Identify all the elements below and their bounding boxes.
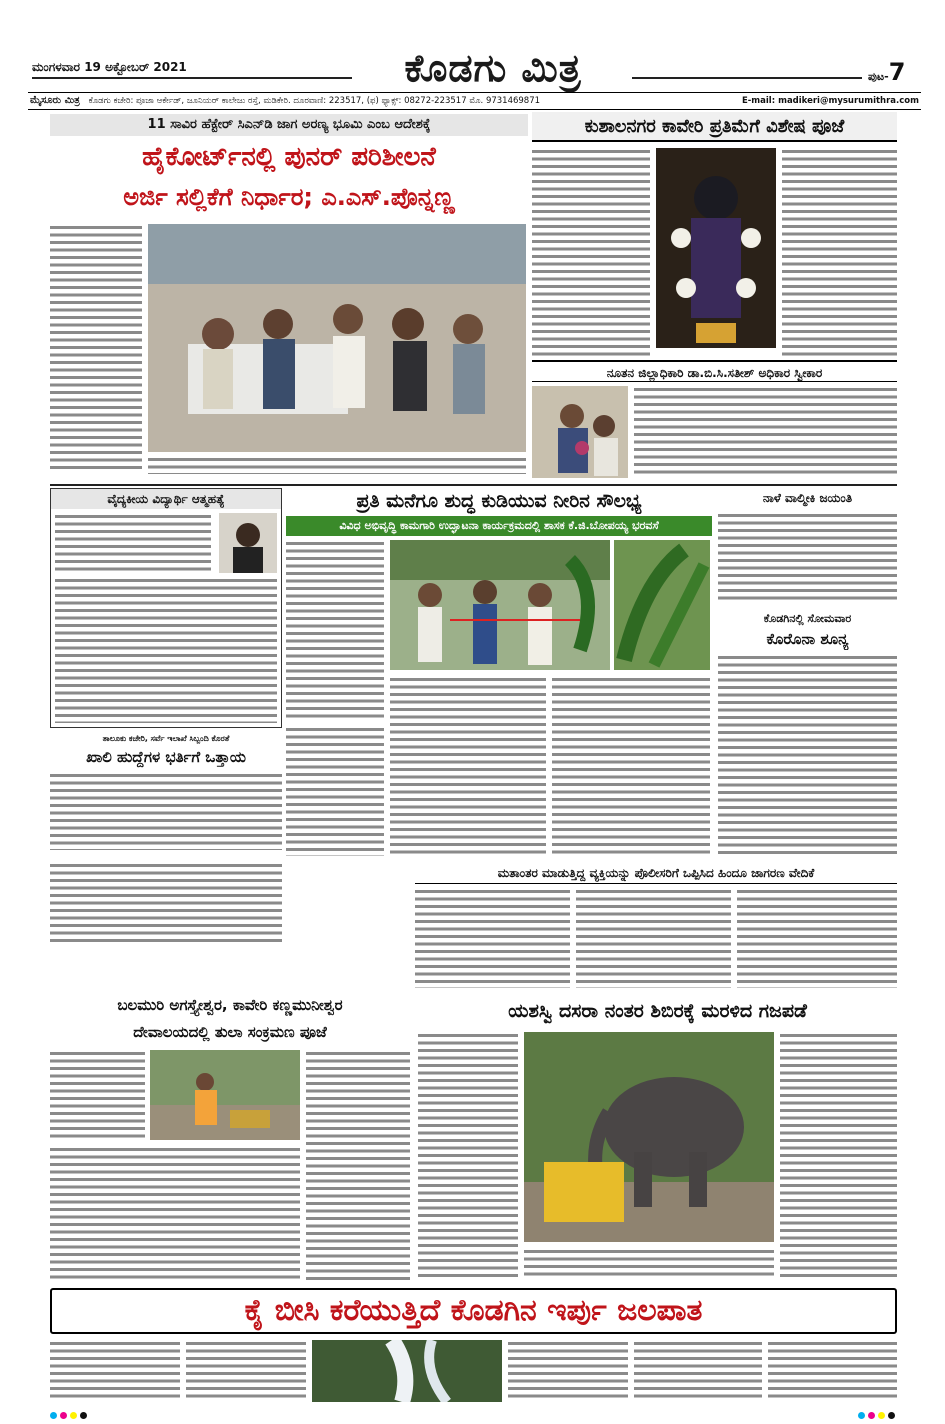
masthead-right-rule [632, 77, 862, 79]
page-label: ಪುಟ- [868, 70, 889, 83]
photo-plantation [614, 540, 710, 670]
registration-dot [878, 1412, 885, 1419]
photo-meeting [148, 224, 526, 452]
photo-temple-priests [150, 1050, 300, 1140]
headline: ಪ್ರತಿ ಮನೆಗೂ ಶುದ್ಧ ಕುಡಿಯುವ ನೀರಿನ ಸೌಲಭ್ಯ [356, 490, 642, 512]
body-text [390, 676, 546, 856]
body-text [768, 1340, 897, 1402]
article-vacancy [50, 732, 282, 852]
body-text [718, 512, 897, 604]
photo-elephant [524, 1032, 774, 1242]
body-text [508, 1340, 628, 1402]
body-text [148, 456, 526, 474]
body-text [50, 1146, 300, 1280]
body-text [50, 1340, 180, 1402]
headline-2: ದೇವಾಲಯದಲ್ಲಿ ತುಲಾ ಸಂಕ್ರಮಣ ಪೂಜೆ [133, 1023, 327, 1041]
row-divider [50, 484, 897, 486]
article-irpu [50, 1288, 897, 1404]
registration-dot [60, 1412, 67, 1419]
publisher-name: ಮೈಸೂರು ಮಿತ್ರ [30, 95, 80, 106]
headline-1: ಬಲಮುರಿ ಅಗಸ್ತ್ಯೇಶ್ವರ, ಕಾವೇರಿ ಕಣ್ಣಮುನೀಶ್ವರ [117, 996, 343, 1014]
body-text [718, 654, 897, 858]
registration-dot [80, 1412, 87, 1419]
article-new-dc [532, 360, 897, 482]
article-water [286, 488, 712, 860]
body-text [418, 1032, 518, 1280]
body-text [524, 1248, 774, 1280]
email-address: E-mail: madikeri@mysurumithra.com [741, 96, 919, 106]
headline: ಖಾಲಿ ಹುದ್ದೆಗಳ ಭರ್ತಿಗೆ ಒತ್ತಾಯ [86, 748, 246, 766]
headline: ಯಶಸ್ವಿ ದಸರಾ ನಂತರ ಶಿಬಿರಕ್ಕೆ ಮರಳಿದ ಗಜಪಡೆ [508, 1000, 807, 1022]
headline-main-1: ಹೈಕೋರ್ಟ್‌ನಲ್ಲಿ ಪುನರ್ ಪರಿಶೀಲನೆ [142, 142, 436, 172]
body-text [50, 862, 282, 942]
article-high-court [50, 112, 528, 482]
article-corona [718, 610, 897, 860]
body-text [415, 888, 570, 988]
body-text [782, 148, 897, 358]
body-text [286, 540, 384, 720]
masthead-info-strip [28, 92, 921, 110]
body-text [576, 888, 731, 988]
photo-inauguration [390, 540, 610, 670]
article-valmiki [718, 488, 897, 606]
registration-dot [858, 1412, 865, 1419]
body-text [50, 224, 142, 470]
masthead [28, 0, 921, 122]
headline-1: ಕೊಡಗಿನಲ್ಲಿ ಸೋಮವಾರ [763, 612, 852, 625]
article-temple [50, 992, 410, 1282]
article-dasara [418, 992, 897, 1282]
body-text [532, 148, 650, 358]
headline-kicker: 11 ಸಾವಿರ ಹೆಕ್ಟೇರ್ ಸಿಎನ್‌ಡಿ ಜಾಗ ಅರಣ್ಯ ಭೂಮಿ ಎಂಬ ಆದೇಶಕ್ಕೆ [50, 114, 528, 136]
body-text [634, 386, 897, 478]
office-address: ಕೊಡಗು ಕಚೇರಿ: ಪೂಜಾ ಆರ್ಕೇಡ್, ಜೂನಿಯರ್ ಕಾಲೇಜು ರಸ್ತೆ, ಮಡಿಕೇರಿ. ದೂರವಾಣಿ: 223517, (ಫ) ಫ್ಯಾಕ್ಸ್: 08272-223517 ಮೊ. 9731469871 [88, 96, 541, 106]
headline: ನೂತನ ಜಿಲ್ಲಾಧಿಕಾರಿ ಡಾ.ಬಿ.ಸಿ.ಸತೀಶ್ ಅಧಿಕಾರ ಸ್ವೀಕಾರ [532, 360, 897, 382]
article-kushalnagar [532, 112, 897, 362]
page-number [868, 58, 923, 86]
registration-dot [70, 1412, 77, 1419]
photo-waterfall [312, 1340, 502, 1402]
headline: ಕುಶಾಲನಗರ ಕಾವೇರಿ ಪ್ರತಿಮೆಗೆ ವಿಶೇಷ ಪೂಜೆ [532, 112, 897, 142]
body-text [552, 676, 710, 856]
subheadline: ವಿವಿಧ ಅಭಿವೃದ್ಧಿ ಕಾಮಗಾರಿ ಉದ್ಘಾಟನಾ ಕಾರ್ಯಕ್ರಮದಲ್ಲಿ ಶಾಸಕ ಕೆ.ಜಿ.ಬೋಪಯ್ಯ ಭರವಸೆ [286, 516, 712, 536]
photo-dc [532, 386, 628, 478]
page-no: 7 [888, 58, 906, 86]
body-text [50, 772, 282, 850]
body-text [186, 1340, 306, 1402]
photo-kaveri-idol [656, 148, 776, 348]
masthead-title: ಕೊಡಗು ಮಿತ್ರ [404, 46, 582, 90]
body-text [55, 577, 277, 723]
registration-dot [888, 1412, 895, 1419]
article-student [50, 488, 282, 728]
photo-student [219, 513, 277, 573]
body-text [634, 1340, 762, 1402]
headline-main-2: ಅರ್ಜಿ ಸಲ್ಲಿಕೆಗೆ ನಿರ್ಧಾರ; ಎ.ಎಸ್.ಪೊನ್ನಣ್ಣ [123, 183, 455, 211]
headline: ನಾಳೆ ವಾಲ್ಮೀಕಿ ಜಯಂತಿ [762, 491, 853, 505]
headline-kicker: ತಾಲೂಕು ಕಚೇರಿ, ಸರ್ವೆ ಇಲಾಖೆ ಸಿಬ್ಬಂದಿ ಕೊರತೆ [102, 734, 230, 743]
headline: ಕೈ ಬೀಸಿ ಕರೆಯುತ್ತಿದೆ ಕೊಡಗಿನ ಇರ್ಪು ಜಲಪಾತ [50, 1288, 897, 1334]
body-text [306, 1050, 410, 1280]
issue-date: ಮಂಗಳವಾರ 19 ಅಕ್ಟೋಬರ್ 2021 [32, 60, 187, 74]
registration-dot [868, 1412, 875, 1419]
body-text [50, 1050, 145, 1140]
headline: ಮತಾಂತರ ಮಾಡುತ್ತಿದ್ದ ವ್ಯಕ್ತಿಯನ್ನು ಪೊಲೀಸರಿಗೆ ಒಪ್ಪಿಸಿದ ಹಿಂದೂ ಜಾಗರಣ ವೇದಿಕೆ [415, 862, 897, 884]
body-text [55, 513, 211, 573]
body-text [780, 1032, 897, 1280]
registration-dot [50, 1412, 57, 1419]
headline-2: ಕೊರೊನಾ ಶೂನ್ಯ [766, 630, 849, 648]
masthead-left-rule [32, 77, 352, 79]
body-text [286, 726, 384, 856]
article-conversion-block [50, 862, 897, 990]
body-text [737, 888, 897, 988]
headline: ವೈದ್ಯಕೀಯ ವಿದ್ಯಾರ್ಥಿ ಆತ್ಮಹತ್ಯೆ [51, 489, 281, 509]
